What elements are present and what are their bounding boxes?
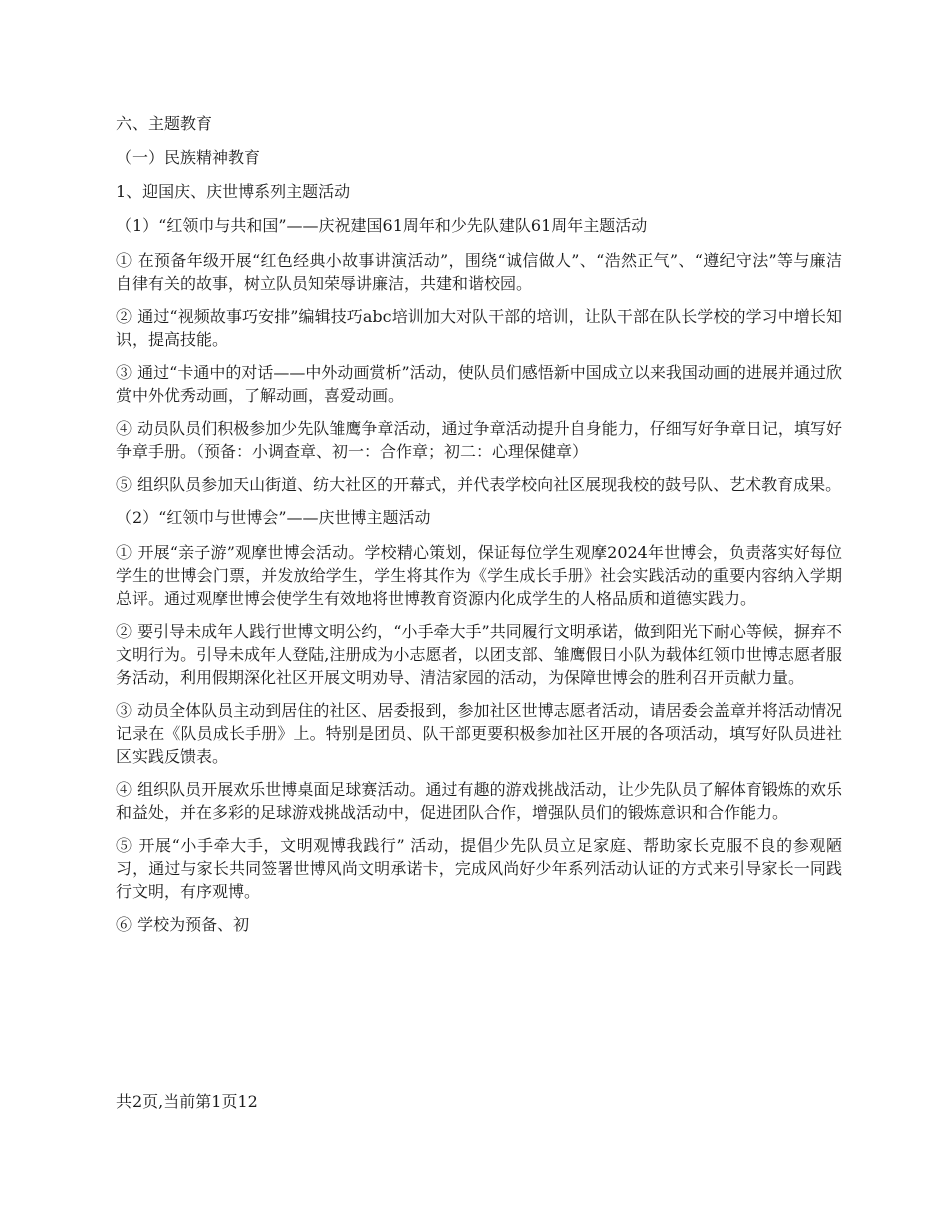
paragraph: ⑤ 开展“小手牵大手，文明观博我践行” 活动，提倡少先队员立足家庭、帮助家长克服不良的参观陋习，通过与家长共同签署世博风尚文明承诺卡，完成风尚好少年系列活动认证的方式来引导家长一同践行文明，有序观博。 (116, 836, 842, 901)
part2-title: （2）“红领巾与世博会”——庆世博主题活动 (116, 508, 431, 527)
paragraph: ⑥ 学校为预备、初 (116, 915, 250, 934)
page-footer: 共2页,当前第1页12 (116, 1092, 258, 1111)
paragraph: ④ 组织队员开展欢乐世博桌面足球赛活动。通过有趣的游戏挑战活动，让少先队员了解体育锻炼的欢乐和益处，并在多彩的足球游戏挑战活动中，促进团队合作，增强队员们的锻炼意识和合作能力。 (116, 780, 842, 822)
section-title: 六、主题教育 (116, 114, 213, 133)
paragraph: ② 通过“视频故事巧安排”编辑技巧abc培训加大对队干部的培训，让队干部在队长学校的学习中增长知识，提高技能。 (116, 307, 842, 349)
paragraph: ① 在预备年级开展“红色经典小故事讲演活动”，围绕“诚信做人”、“浩然正气”、“遵纪守法”等与廉洁自律有关的故事，树立队员知荣辱讲廉洁，共建和谐校园。 (116, 251, 842, 293)
paragraph: ③ 动员全体队员主动到居住的社区、居委报到，参加社区世博志愿者活动，请居委会盖章并将活动情况记录在《队员成长手册》上。特别是团员、队干部更要积极参加社区开展的各项活动，填写好队员进社区实践反馈表。 (116, 701, 842, 766)
paragraph: ④ 动员队员们积极参加少先队雏鹰争章活动，通过争章活动提升自身能力，仔细写好争章日记，填写好争章手册。（预备：小调查章、初一：合作章；初二：心理保健章） (116, 419, 842, 461)
paragraph: ① 开展“亲子游”观摩世博会活动。学校精心策划，保证每位学生观摩2024年世博会，负责落实好每位学生的世博会门票，并发放给学生，学生将其作为《学生成长手册》社会实践活动的重要内容纳入学期总评。通过观摩世博会使学生有效地将世博教育资源内化成学生的人格品质和道德实践力。 (116, 543, 842, 608)
item-title: 1、迎国庆、庆世博系列主题活动 (116, 182, 351, 201)
document-body (116, 112, 842, 946)
subsection-title: （一）民族精神教育 (116, 148, 261, 167)
paragraph: ② 要引导未成年人践行世博文明公约，“小手牵大手”共同履行文明承诺，做到阳光下耐心等候，摒弃不文明行为。引导未成年人登陆,注册成为小志愿者，以团支部、雏鹰假日小队为载体红领巾世博志愿者服务活动，利用假期深化社区开展文明劝导、清洁家园的活动，为保障世博会的胜利召开贡献力量。 (116, 622, 842, 687)
paragraph: ③ 通过“卡通中的对话——中外动画赏析”活动，使队员们感悟新中国成立以来我国动画的进展并通过欣赏中外优秀动画，了解动画，喜爱动画。 (116, 363, 842, 405)
part1-title: （1）“红领巾与共和国”——庆祝建国61周年和少先队建队61周年主题活动 (116, 216, 648, 235)
paragraph: ⑤ 组织队员参加天山街道、纺大社区的开幕式，并代表学校向社区展现我校的鼓号队、艺术教育成果。 (116, 475, 842, 494)
